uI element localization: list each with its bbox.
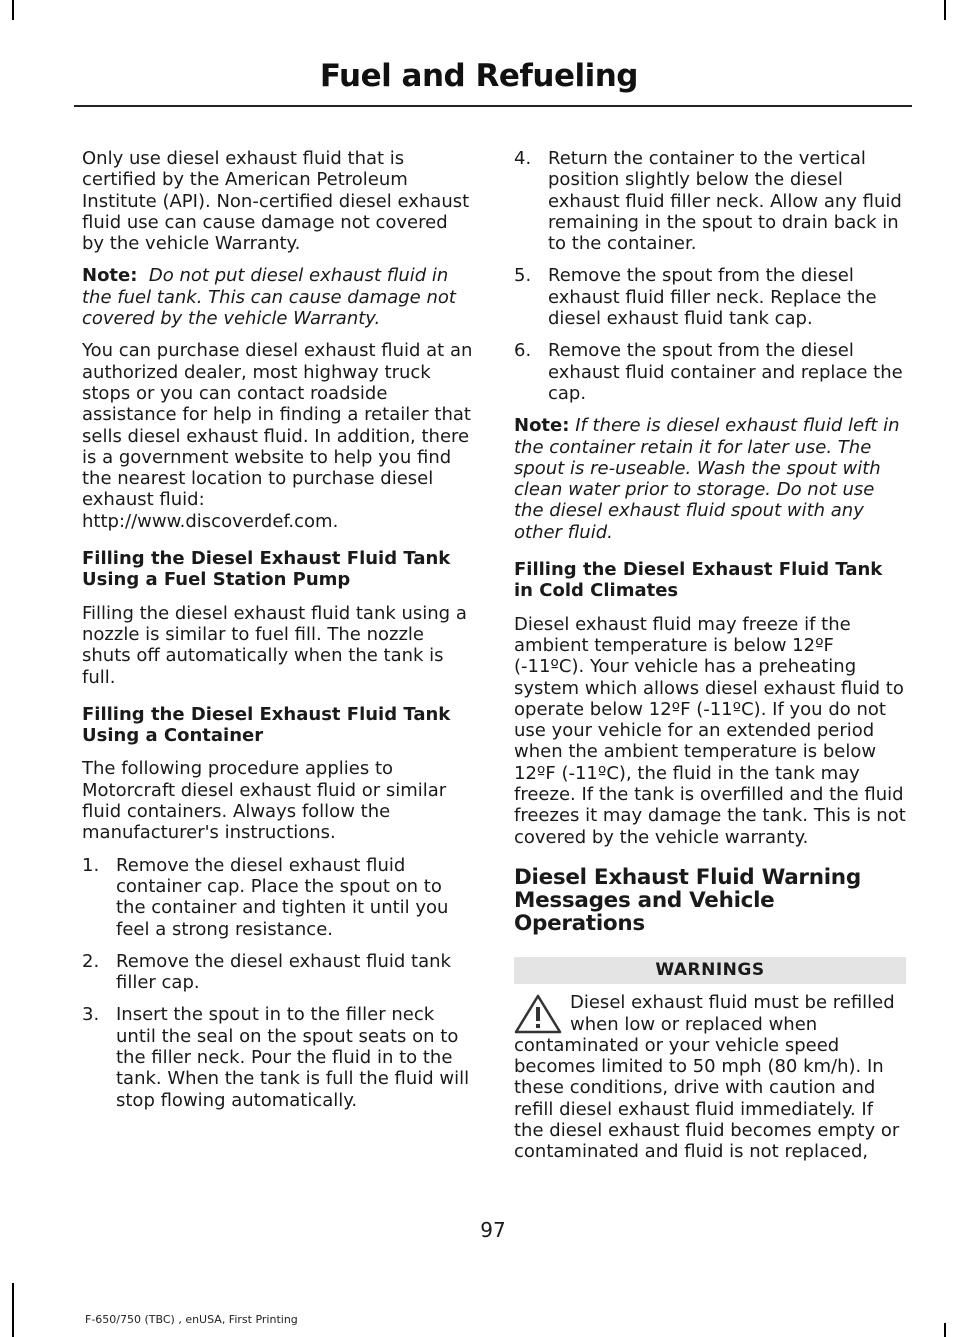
- steps-list-left: [82, 855, 474, 1111]
- note-label: Note:: [82, 265, 138, 287]
- heading-fuel-station-pump: Filling the Diesel Exhaust Fluid Tank Using a Fuel Station Pump: [82, 548, 451, 591]
- warning-triangle-icon: [514, 994, 562, 1034]
- discoverdef-url: http://www.discoverdef.com.: [82, 510, 339, 532]
- left-column: [82, 148, 474, 1122]
- crop-mark-top-left-v: [12, 0, 14, 20]
- purchase-paragraph: [82, 340, 474, 510]
- note-warranty: [82, 265, 474, 329]
- heading-container: Filling the Diesel Exhaust Fluid Tank Using a Container: [82, 703, 451, 747]
- container-paragraph: The following procedure applies to Motorcraft diesel exhaust fluid or similar fluid containers. Always follow the manufacturer's instructions.: [82, 758, 447, 844]
- list-item: 5. Remove the spout from the diesel exhaust fluid filler neck. Replace the diesel exhaust fluid tank cap.: [514, 265, 877, 330]
- intro-paragraph: Only use diesel exhaust fluid that is certified by the American Petroleum Institute (API). Non-certified diesel exhaust fluid use can cause damage not covered by the vehicle Warranty.: [82, 148, 470, 255]
- crop-mark-bottom-left-v: [12, 1283, 14, 1337]
- cold-climate-paragraph: Diesel exhaust fluid may freeze if the ambient temperature is below 12ºF (-11ºC). Your vehicle has a preheating system which allows diesel exhaust fluid to operate below 12ºF (-11ºC). If you do not use your vehicle for an extended period when the ambient temperature is below 12ºF (-11ºC), the fluid in the tank may freeze. If the tank is overfilled and the fluid freezes it may damage the tank. This is not covered by the vehicle warranty.: [514, 613, 906, 848]
- list-item: 2. Remove the diesel exhaust fluid tank filler cap.: [82, 950, 451, 994]
- print-info: F-650/750 (TBC) , enUSA, First Printing: [85, 1313, 298, 1326]
- warning-text: Diesel exhaust fluid must be refilled when low or replaced when contaminated or your vehicle speed becomes limited to 50 mph (80 km/h). In these conditions, drive with caution and refill diesel exhaust fluid immediately. If the diesel exhaust fluid becomes empty or contaminated and fluid is not replaced,: [514, 992, 900, 1163]
- note-text: Do not put diesel exhaust fluid in the fuel tank. This can cause damage not covered by the vehicle Warranty.: [82, 265, 456, 330]
- pump-paragraph: Filling the diesel exhaust fluid tank using a nozzle is similar to fuel fill. The nozzle shuts off automatically when the tank is full.: [82, 602, 467, 688]
- steps-list-right: [514, 148, 906, 404]
- header-divider: [74, 105, 912, 107]
- note-storage: [514, 415, 906, 543]
- purchase-text: You can purchase diesel exhaust fluid at an authorized dealer, most highway truck stops or you can contact roadside assistance for help in finding a retailer that sells diesel exhaust fluid. In addition, there is a government website to help you find the nearest location to purchase diesel exhaust fluid:: [82, 340, 473, 511]
- page-number: 97: [480, 1218, 506, 1242]
- warning-block: [514, 992, 906, 1162]
- note-text: If there is diesel exhaust fluid left in the container retain it for later use. The spout is re-useable. Wash the spout with clean water prior to storage. Do not use the diesel exhaust fluid spout with any other fluid.: [514, 415, 900, 543]
- heading-cold-climates: Filling the Diesel Exhaust Fluid Tank in Cold Climates: [514, 559, 883, 602]
- warnings-banner: WARNINGS: [514, 957, 906, 984]
- crop-mark-bottom-right-v: [944, 1323, 946, 1337]
- note-label: Note:: [514, 415, 570, 437]
- list-item: 6. Remove the spout from the diesel exhaust fluid container and replace the cap.: [514, 340, 903, 404]
- list-item: 4. Return the container to the vertical position slightly below the diesel exhaust fluid filler neck. Allow any fluid remaining in the spout to drain back in to the container.: [514, 148, 902, 255]
- heading-warning-messages: Diesel Exhaust Fluid Warning Messages and Vehicle Operations: [514, 864, 861, 936]
- crop-mark-top-right-v: [944, 0, 946, 20]
- list-item: 3. Insert the spout in to the filler neck until the seal on the spout seats on to the filler neck. Pour the fluid in to the tank. When the tank is full the fluid will stop flowing automatically.: [82, 1004, 470, 1111]
- page-header-title: Fuel and Refueling: [319, 58, 638, 94]
- list-item: 1. Remove the diesel exhaust fluid container cap. Place the spout on to the container and tighten it until you feel a strong resistance.: [82, 854, 449, 940]
- right-column: [514, 148, 906, 1163]
